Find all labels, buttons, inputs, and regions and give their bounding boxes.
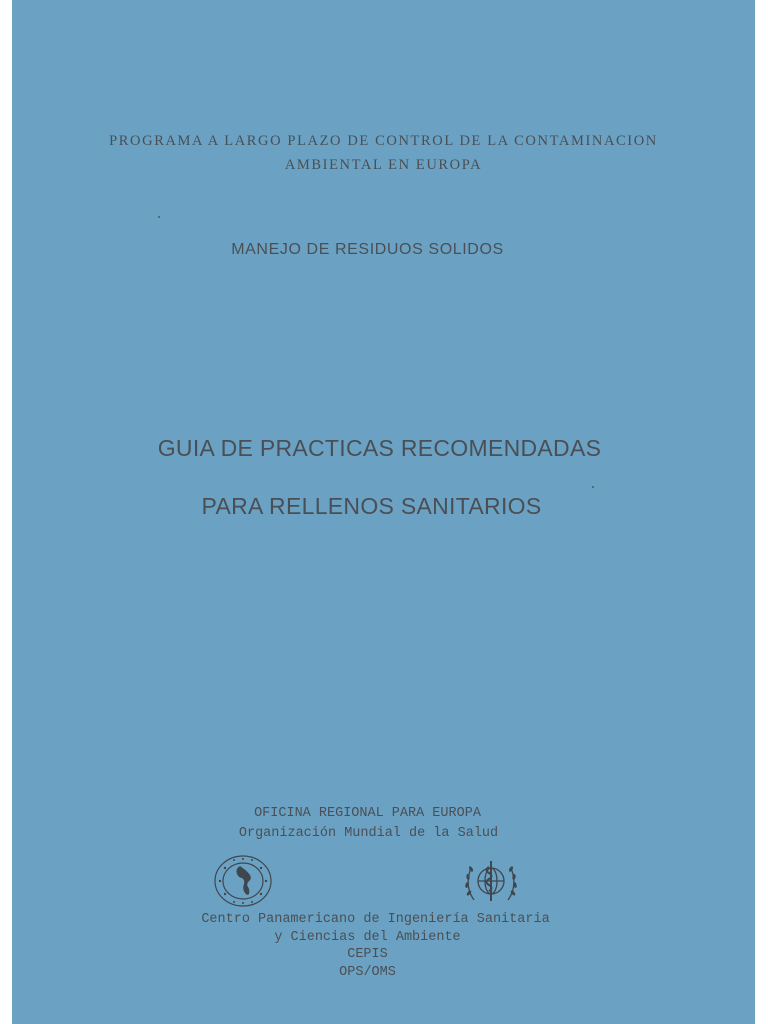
who-emblem-icon	[462, 855, 520, 909]
main-title-line-1: GUIA DE PRACTICAS RECOMENDADAS	[157, 435, 602, 461]
series-title: MANEJO DE RESIDUOS SOLIDOS	[231, 241, 504, 258]
document-cover	[12, 0, 755, 1024]
main-title-line-2: PARA RELLENOS SANITARIOS	[201, 493, 542, 519]
center-line-1: Centro Panamericano de Ingeniería Sanitaria	[201, 912, 550, 927]
scan-speck	[158, 216, 160, 218]
center-line-3: CEPIS	[347, 947, 388, 962]
paho-emblem-icon	[212, 854, 274, 908]
office-line-2: Organización Mundial de la Salud	[238, 826, 499, 841]
office-line-1: OFICINA REGIONAL PARA EUROPA	[254, 806, 481, 821]
program-title-line-1: PROGRAMA A LARGO PLAZO DE CONTROL DE LA CONTAMINACION	[109, 133, 658, 149]
program-title-line-2: AMBIENTAL EN EUROPA	[284, 157, 483, 173]
center-line-4: OPS/OMS	[339, 965, 396, 980]
center-line-2: y Ciencias del Ambiente	[274, 930, 461, 945]
scan-speck	[592, 486, 594, 488]
